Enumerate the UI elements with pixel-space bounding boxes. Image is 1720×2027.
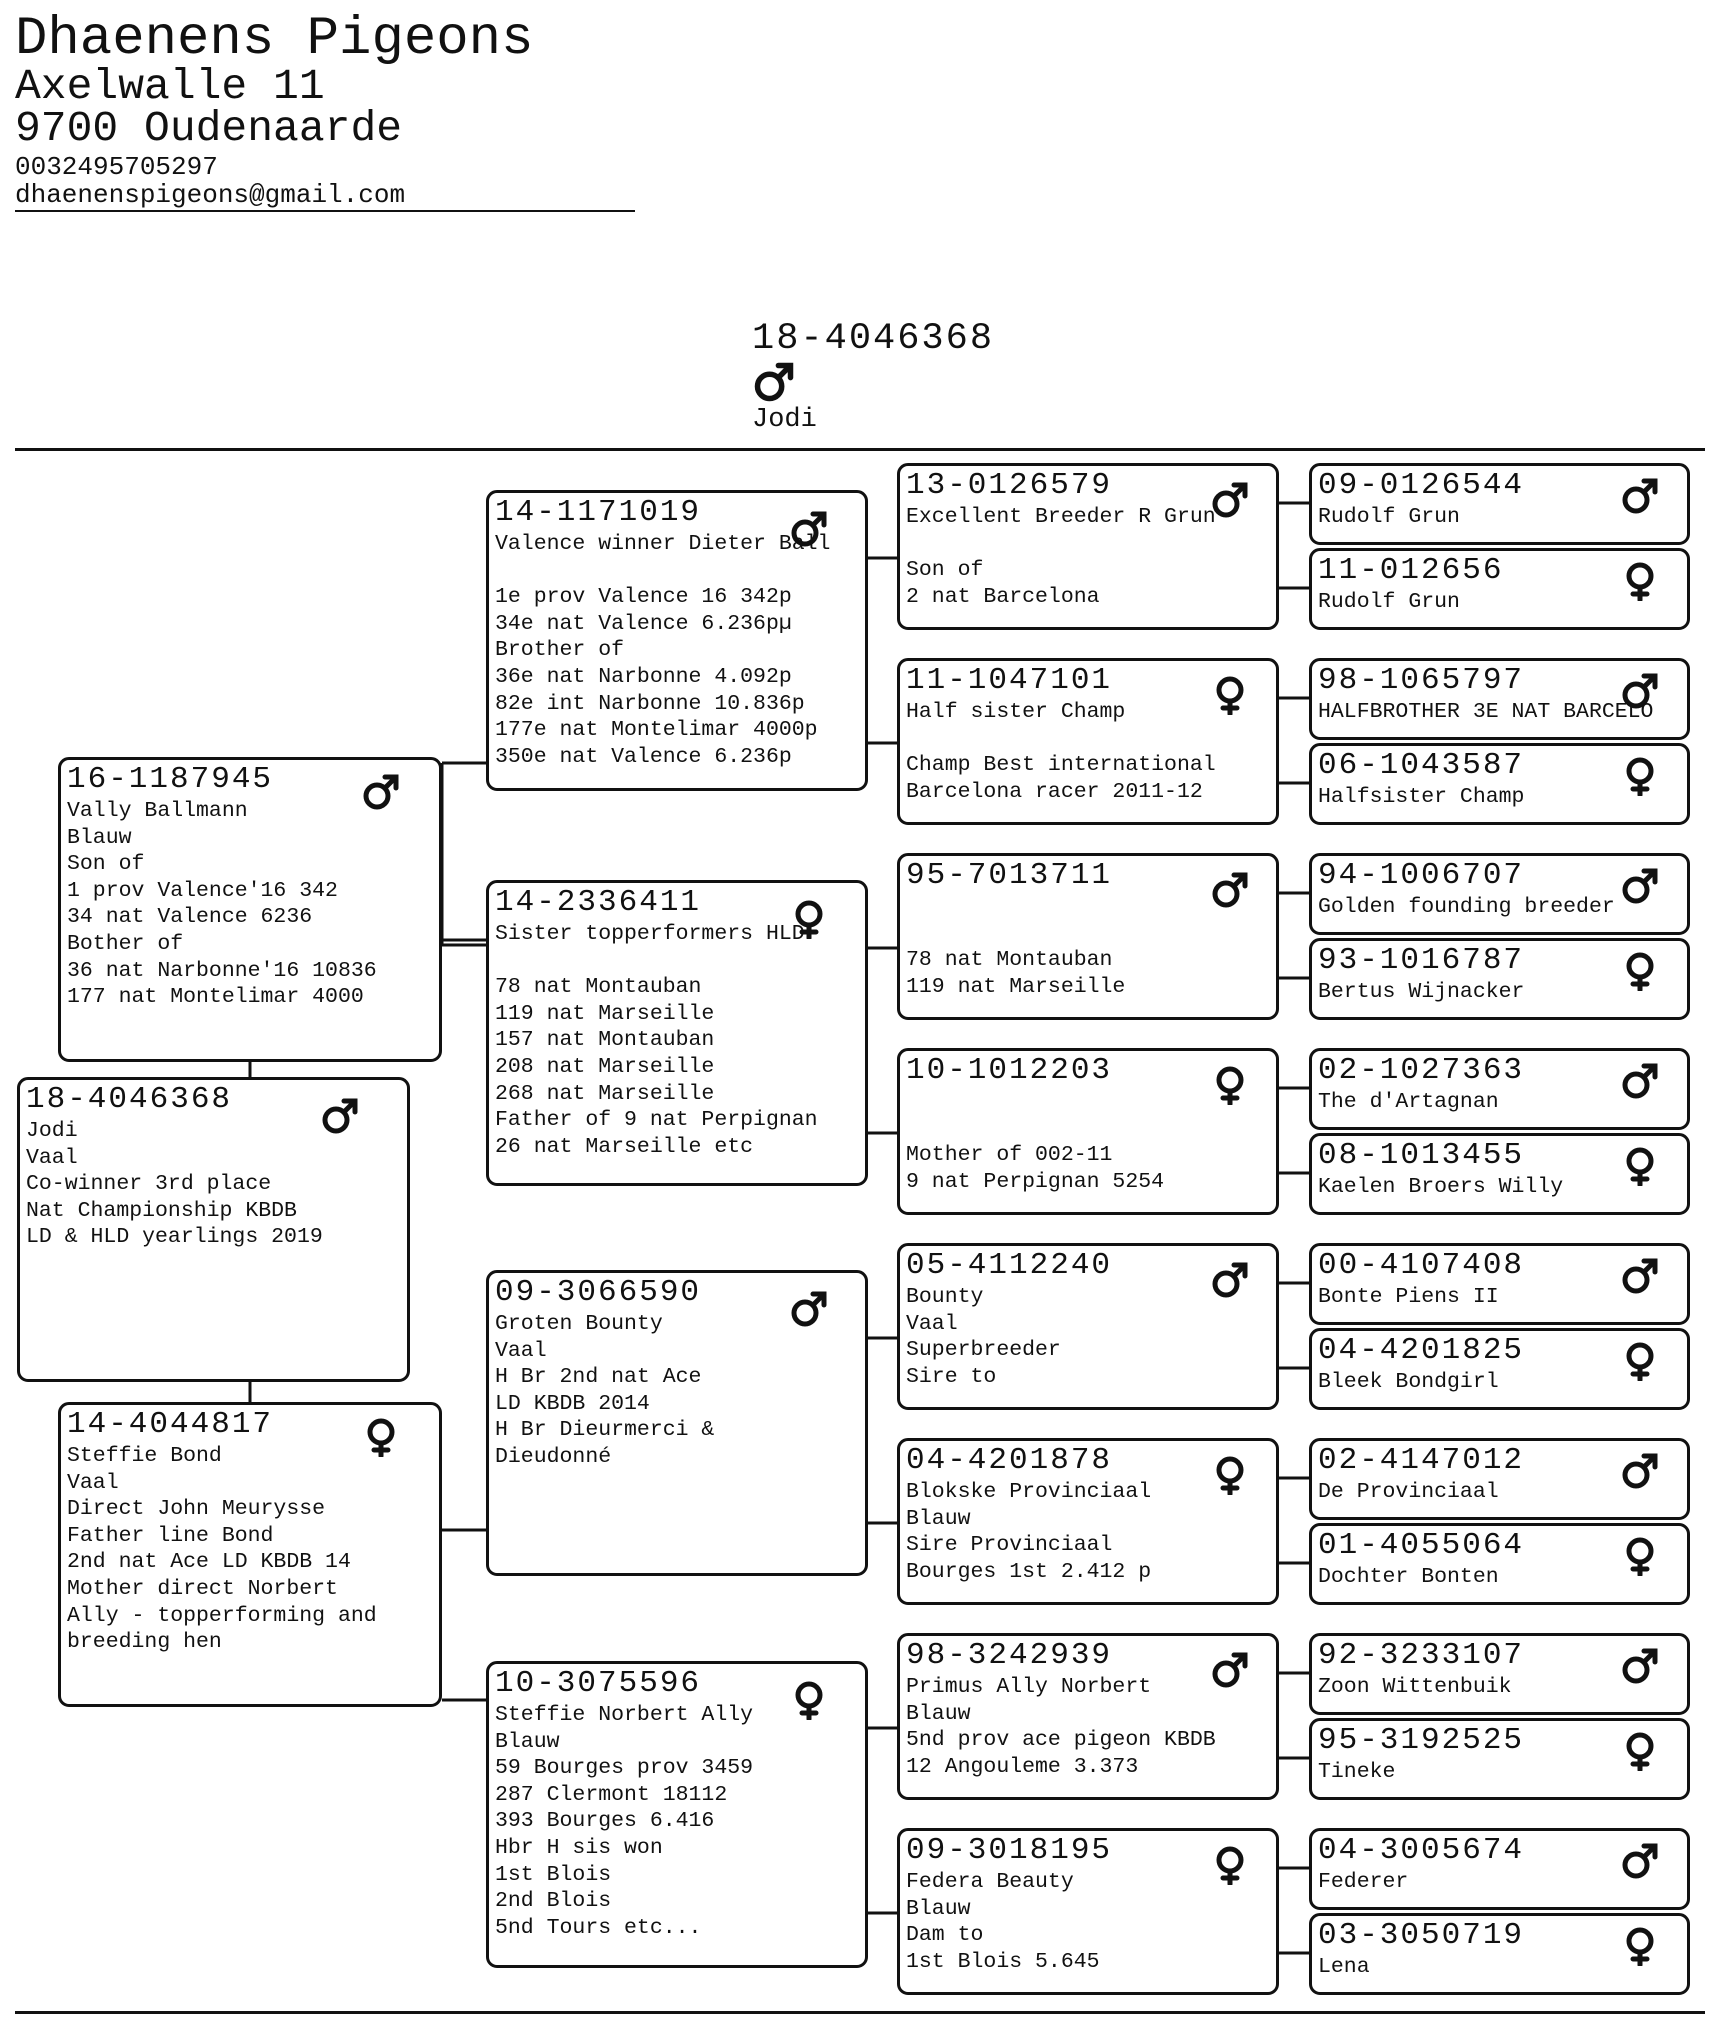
note-line: Blokske Provinciaal (906, 1480, 1152, 1504)
ring-number: 03-3050719 (1318, 1918, 1525, 1953)
pedigree-card-ggg-1 (1309, 548, 1690, 630)
male-icon (320, 1096, 360, 1136)
pedigree-notes (1318, 699, 1653, 726)
pedigree-notes (906, 1869, 1100, 1975)
note-line: Mother of 002-11 (906, 1143, 1113, 1168)
ring-number: 04-4201825 (1318, 1333, 1525, 1368)
male-icon (1620, 1841, 1660, 1881)
ring-number: 02-4147012 (1318, 1443, 1525, 1478)
pedigree-notes (1318, 1954, 1370, 1981)
note-line: 9 nat Perpignan 5254 (906, 1169, 1165, 1194)
note-line: Father line Bond (67, 1523, 274, 1548)
breeder-phone: 0032495705297 (15, 152, 218, 182)
pedigree-card-dam (58, 1402, 442, 1707)
note-line: Son of (906, 558, 984, 583)
ring-number: 98-3242939 (906, 1638, 1113, 1673)
note-line: HALFBROTHER 3E NAT BARCELO (1318, 700, 1654, 724)
note-line: Blauw (906, 1701, 971, 1726)
pedigree-notes (67, 798, 377, 1011)
ring-number: 04-4201878 (906, 1443, 1113, 1478)
pedigree-notes (1318, 1674, 1512, 1701)
note-line: Bertus Wijnacker (1318, 980, 1525, 1004)
note-line: Steffie Norbert Ally (495, 1703, 754, 1727)
pedigree-card-ggg-10 (1309, 1438, 1690, 1520)
pedigree-notes (1318, 1479, 1499, 1506)
note-line (906, 531, 1216, 558)
breeder-city: 9700 Oudenaarde (15, 104, 403, 153)
note-line: 5nd Tours etc... (495, 1915, 702, 1940)
note-line: Father of 9 nat Perpignan (495, 1108, 818, 1133)
note-line: 177 nat Montelimar 4000 (67, 985, 364, 1010)
ring-number: 13-0126579 (906, 468, 1113, 503)
note-line: 34 nat Valence 6236 (67, 905, 313, 930)
ring-number: 04-3005674 (1318, 1833, 1525, 1868)
note-line: Bourges 1st 2.412 p (906, 1559, 1152, 1584)
note-line: 2 nat Barcelona (906, 584, 1100, 609)
note-line: Co-winner 3rd place (26, 1172, 272, 1197)
female-icon (1620, 756, 1660, 796)
female-icon (1210, 1065, 1250, 1105)
female-icon (1620, 1926, 1660, 1966)
note-line: 393 Bourges 6.416 (495, 1809, 715, 1834)
pedigree-card-ggg-2 (1309, 658, 1690, 740)
note-line: Rudolf Grun (1318, 505, 1460, 529)
note-line: Blauw (67, 825, 132, 850)
pedigree-notes (1318, 894, 1615, 921)
pedigree-card-sire (58, 757, 442, 1062)
note-line (906, 921, 1125, 948)
breeder-email: dhaenenspigeons@gmail.com (15, 180, 406, 210)
pedigree-card-ggg-3 (1309, 743, 1690, 825)
note-line: Jodi (26, 1119, 78, 1143)
pedigree-notes (26, 1118, 323, 1251)
breeder-name: Dhaenens Pigeons (15, 9, 534, 70)
pedigree-card-gg-6 (897, 1633, 1279, 1800)
ring-number: 08-1013455 (1318, 1138, 1525, 1173)
pedigree-card-gg-3 (897, 1048, 1279, 1215)
note-line: Steffie Bond (67, 1444, 222, 1468)
note-line: 36 nat Narbonne'16 10836 (67, 958, 377, 983)
pedigree-notes (1318, 1174, 1563, 1201)
ring-number: 09-0126544 (1318, 468, 1525, 503)
pedigree-notes (906, 1284, 1061, 1390)
note-line: Bonte Piens II (1318, 1285, 1499, 1309)
pedigree-card-ss (486, 490, 868, 791)
pedigree-card-dd (486, 1661, 868, 1968)
ring-number: 94-1006707 (1318, 858, 1525, 893)
note-line: Zoon Wittenbuik (1318, 1675, 1512, 1699)
note-line (906, 1089, 1164, 1116)
ring-number: 09-3066590 (495, 1275, 702, 1310)
pedigree-card-sd (486, 880, 868, 1186)
ring-number: 06-1043587 (1318, 748, 1525, 783)
note-line: 1e prov Valence 16 342p (495, 585, 792, 610)
note-line: Excellent Breeder R Grun (906, 505, 1216, 529)
pedigree-notes (1318, 589, 1460, 616)
pedigree-notes (1318, 1089, 1499, 1116)
note-line: Vaal (67, 1470, 119, 1495)
ring-number: 05-4112240 (906, 1248, 1113, 1283)
note-line: Groten Bounty (495, 1312, 663, 1336)
note-line: 2nd nat Ace LD KBDB 14 (67, 1550, 351, 1575)
note-line: Primus Ally Norbert (906, 1675, 1152, 1699)
ring-number: 11-1047101 (906, 663, 1113, 698)
male-icon (1620, 1061, 1660, 1101)
note-line: 1st Blois 5.645 (906, 1949, 1100, 1974)
note-line: 1st Blois (495, 1862, 612, 1887)
pedigree-notes (906, 699, 1216, 805)
pedigree-card-ggg-15 (1309, 1913, 1690, 1995)
note-line: Dieudonné (495, 1444, 612, 1469)
note-line: LD & HLD yearlings 2019 (26, 1225, 323, 1250)
note-line: Golden founding breeder (1318, 895, 1615, 919)
ring-number: 14-1171019 (495, 495, 702, 530)
note-line: breeding hen (67, 1630, 222, 1655)
note-line: Sire Provinciaal (906, 1533, 1113, 1558)
pedigree-card-ggg-14 (1309, 1828, 1690, 1910)
note-line: The d'Artagnan (1318, 1090, 1499, 1114)
note-line: 119 nat Marseille (495, 1001, 715, 1026)
note-line: Vaal (26, 1145, 78, 1170)
male-icon (1620, 1646, 1660, 1686)
pedigree-card-ggg-9 (1309, 1328, 1690, 1410)
pedigree-notes (906, 1674, 1216, 1780)
female-icon (1210, 1455, 1250, 1495)
pedigree-card-ggg-12 (1309, 1633, 1690, 1715)
note-line: LD KBDB 2014 (495, 1391, 650, 1416)
pedigree-notes (906, 504, 1216, 610)
ring-number: 00-4107408 (1318, 1248, 1525, 1283)
note-line: Bleek Bondgirl (1318, 1370, 1499, 1394)
note-line: 82e int Narbonne 10.836p (495, 691, 805, 716)
ring-number: 18-4046368 (26, 1082, 233, 1117)
male-icon (789, 1289, 829, 1329)
note-line: 59 Bourges prov 3459 (495, 1756, 754, 1781)
pedigree-card-gg-7 (897, 1828, 1279, 1995)
note-line: Blauw (495, 1729, 560, 1754)
male-icon (1210, 1650, 1250, 1690)
pedigree-notes (495, 1311, 714, 1471)
note-line: 78 nat Montauban (906, 948, 1113, 973)
note-line: Barcelona racer 2011-12 (906, 779, 1203, 804)
female-icon (1620, 951, 1660, 991)
ring-number: 16-1187945 (67, 762, 274, 797)
pedigree-card-gg-4 (897, 1243, 1279, 1410)
note-line: 157 nat Montauban (495, 1028, 715, 1053)
ring-number: 14-2336411 (495, 885, 702, 920)
ring-number: 92-3233107 (1318, 1638, 1525, 1673)
note-line (495, 948, 818, 975)
note-line: 119 nat Marseille (906, 974, 1126, 999)
male-icon (1620, 1256, 1660, 1296)
ring-number: 11-012656 (1318, 553, 1504, 588)
pedigree-notes (1318, 784, 1524, 811)
note-line: Nat Championship KBDB (26, 1198, 297, 1223)
note-line: Valence winner Dieter Ball (495, 532, 831, 556)
pedigree-card-ggg-6 (1309, 1048, 1690, 1130)
pedigree-notes (906, 1089, 1164, 1195)
note-line: Bother of (67, 931, 184, 956)
note-line: Federa Beauty (906, 1870, 1074, 1894)
note-line: 78 nat Montauban (495, 975, 702, 1000)
pedigree-card-gg-5 (897, 1438, 1279, 1605)
note-line: Superbreeder (906, 1338, 1061, 1363)
pedigree-card-ggg-7 (1309, 1133, 1690, 1215)
breeder-street: Axelwalle 11 (15, 62, 325, 111)
pedigree-notes (495, 1702, 753, 1941)
male-icon (1210, 1260, 1250, 1300)
ring-number: 93-1016787 (1318, 943, 1525, 978)
note-line: H Br Dieurmerci & (495, 1418, 715, 1443)
pedigree-notes (495, 921, 818, 1160)
pedigree-notes (1318, 1869, 1408, 1896)
female-icon (1620, 561, 1660, 601)
note-line: Lena (1318, 1955, 1370, 1979)
ring-number: 14-4044817 (67, 1407, 274, 1442)
note-line (906, 1116, 1164, 1143)
note-line: 1 prov Valence'16 342 (67, 878, 338, 903)
note-line: Half sister Champ (906, 700, 1126, 724)
note-line: Blauw (906, 1506, 971, 1531)
note-line: Blauw (906, 1896, 971, 1921)
note-line (495, 558, 830, 585)
note-line (906, 726, 1216, 753)
subject-name: Jodi (752, 405, 817, 435)
pedigree-card-ggg-0 (1309, 463, 1690, 545)
pedigree-card-ggg-5 (1309, 938, 1690, 1020)
female-icon (1620, 1536, 1660, 1576)
pedigree-notes (906, 894, 1125, 1000)
note-line: Vaal (906, 1311, 958, 1336)
pedigree-card-gg-2 (897, 853, 1279, 1020)
note-line: H Br 2nd nat Ace (495, 1365, 702, 1390)
male-icon (1210, 870, 1250, 910)
pedigree-notes (1318, 1564, 1499, 1591)
note-line: 287 Clermont 18112 (495, 1782, 728, 1807)
note-line: Direct John Meurysse (67, 1497, 326, 1522)
note-line: Son of (67, 852, 145, 877)
female-icon (1620, 1146, 1660, 1186)
pedigree-card-main (17, 1077, 410, 1382)
pedigree-card-ggg-4 (1309, 853, 1690, 935)
note-line: Ally - topperforming and (67, 1603, 377, 1628)
ring-number: 09-3018195 (906, 1833, 1113, 1868)
note-line: 350e nat Valence 6.236p (495, 744, 792, 769)
note-line: Brother of (495, 638, 625, 663)
note-line: Tineke (1318, 1760, 1396, 1784)
pedigree-card-ggg-13 (1309, 1718, 1690, 1800)
male-icon (1620, 866, 1660, 906)
note-line: Hbr H sis won (495, 1835, 663, 1860)
ring-number: 95-7013711 (906, 858, 1113, 893)
note-line: 36e nat Narbonne 4.092p (495, 664, 792, 689)
pedigree-card-ds (486, 1270, 868, 1576)
pedigree-notes (1318, 979, 1524, 1006)
ring-number: 10-3075596 (495, 1666, 702, 1701)
note-line (906, 894, 1125, 921)
pedigree-card-ggg-11 (1309, 1523, 1690, 1605)
pedigree-notes (1318, 1284, 1499, 1311)
pedigree-notes (906, 1479, 1151, 1585)
note-line: 5nd prov ace pigeon KBDB (906, 1728, 1216, 1753)
note-line: 208 nat Marseille (495, 1054, 715, 1079)
note-line: Federer (1318, 1870, 1409, 1894)
male-icon (1210, 480, 1250, 520)
pedigree-card-gg-1 (897, 658, 1279, 825)
note-line: Champ Best international (906, 753, 1216, 778)
note-line: Bounty (906, 1285, 984, 1309)
female-icon (789, 1680, 829, 1720)
ring-number: 10-1012203 (906, 1053, 1113, 1088)
female-icon (1620, 1341, 1660, 1381)
note-line: Halfsister Champ (1318, 785, 1525, 809)
ring-number: 01-4055064 (1318, 1528, 1525, 1563)
male-icon (1620, 1451, 1660, 1491)
subject-ring-number: 18-4046368 (752, 318, 995, 360)
note-line: De Provinciaal (1318, 1480, 1499, 1504)
male-icon (1620, 476, 1660, 516)
pedigree-notes (67, 1443, 377, 1656)
note-line: 2nd Blois (495, 1889, 612, 1914)
note-line: Rudolf Grun (1318, 590, 1460, 614)
note-line: Vally Ballmann (67, 799, 248, 823)
pedigree-card-gg-0 (897, 463, 1279, 630)
female-icon (1210, 1845, 1250, 1885)
pedigree-notes (1318, 1759, 1395, 1786)
note-line: Vaal (495, 1338, 547, 1363)
note-line: Mother direct Norbert (67, 1576, 338, 1601)
pedigree-notes (1318, 504, 1460, 531)
ring-number: 95-3192525 (1318, 1723, 1525, 1758)
ring-number: 98-1065797 (1318, 663, 1525, 698)
female-icon (1620, 1731, 1660, 1771)
pedigree-notes (1318, 1369, 1499, 1396)
note-line: Kaelen Broers Willy (1318, 1175, 1564, 1199)
note-line: 177e nat Montelimar 4000p (495, 718, 818, 743)
pedigree-notes (495, 531, 830, 770)
ring-number: 02-1027363 (1318, 1053, 1525, 1088)
note-line: 34e nat Valence 6.236pµ (495, 611, 792, 636)
note-line: 268 nat Marseille (495, 1081, 715, 1106)
note-line: Dochter Bonten (1318, 1565, 1499, 1589)
note-line: 12 Angouleme 3.373 (906, 1754, 1139, 1779)
pedigree-card-ggg-8 (1309, 1243, 1690, 1325)
female-icon (1210, 675, 1250, 715)
note-line: Dam to (906, 1923, 984, 1948)
note-line: Sister topperformers HLD (495, 922, 805, 946)
note-line: Sire to (906, 1364, 997, 1389)
note-line: 26 nat Marseille etc (495, 1134, 754, 1159)
